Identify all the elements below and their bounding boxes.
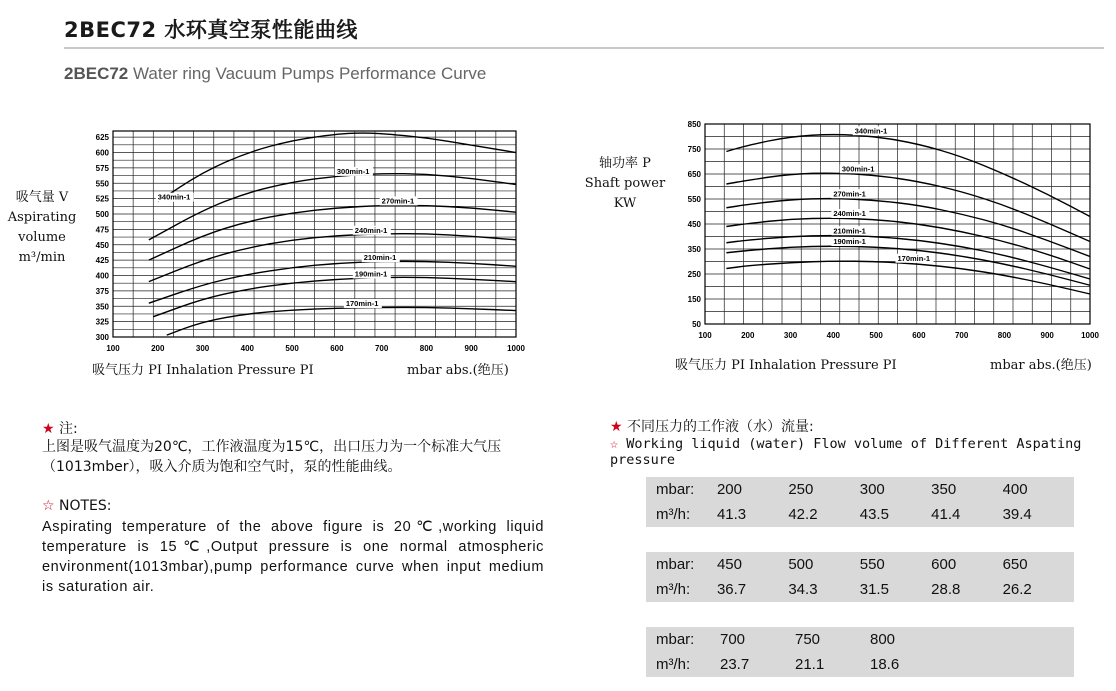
notes-en-heading [42,498,112,514]
series-line-300min-1 [726,173,1090,241]
power-x-caption: 吸气压力 PI Inhalation Pressure PI [675,358,897,373]
y-label-line: volume [18,230,66,245]
series-label: 190min-1 [833,237,866,246]
x-tick-label: 900 [464,344,478,353]
series-label: 170min-1 [897,253,931,263]
flow-value: 36.7 [716,581,747,598]
flow-row [646,577,1074,602]
pressure-value: 650 [1002,556,1028,573]
y-label-line: m³/min [18,250,66,265]
y-tick-label: 350 [687,245,701,254]
grid [705,124,1090,324]
pressure-value: 500 [788,556,814,573]
y-tick-label: 400 [95,271,109,281]
series-label: 210min-1 [833,226,866,236]
pressure-label: mbar: [656,631,695,648]
pressure-row [646,477,1074,502]
pressure-value: 700 [720,631,746,648]
pressure-label: mbar: [656,556,695,573]
notes-cn-heading [42,418,78,438]
flow-value: 26.2 [1002,581,1032,598]
flow-value: 23.7 [720,656,750,673]
volume-chart [96,131,526,353]
y-tick-label: 425 [95,256,109,266]
y-tick-label: 600 [95,148,109,158]
flow-value: 42.2 [788,506,818,523]
y-tick-label: 300 [95,333,109,342]
y-label-line: KW [613,196,637,211]
volume-axis-label [2,188,82,268]
flow-value: 28.8 [931,581,961,598]
pressure-value: 450 [716,556,742,573]
series-label: 170min-1 [345,298,379,308]
flow-label: m³/h: [656,506,691,523]
model-name: 2BEC72 [64,64,129,83]
series-label: 210min-1 [363,253,397,263]
y-tick-label: 550 [687,195,701,204]
flow-row [646,502,1074,527]
y-tick-label: 450 [95,240,109,250]
subtitle-text: Water ring Vacuum Pumps Performance Curve [128,64,487,83]
y-tick-label: 500 [95,210,109,220]
flow-table-block [646,477,1074,527]
x-tick-label: 200 [151,344,165,353]
x-tick-label: 700 [374,344,389,353]
power-axis-label [578,154,672,214]
pressure-value: 400 [1002,481,1028,498]
y-label-line: Shaft power [584,176,666,191]
y-tick-label: 375 [95,286,109,296]
y-tick-label: 650 [687,170,701,179]
x-tick-label: 300 [195,344,210,353]
star-outline-icon: ☆ [610,436,619,452]
x-tick-label: 700 [954,331,969,340]
pressure-value: 300 [859,481,885,498]
pressure-value: 200 [716,481,742,498]
y-label-line: 吸气量 V [15,190,69,205]
y-tick-label: 250 [687,270,701,279]
y-tick-label: 575 [95,163,109,173]
y-tick-label: 550 [95,179,109,189]
pressure-value: 800 [870,631,896,648]
y-tick-label: 850 [687,120,701,129]
grid [113,131,516,337]
flow-value: 21.1 [795,656,825,673]
star-outline-icon: ☆ [42,498,55,514]
series-label: 270min-1 [833,189,866,199]
x-tick-label: 100 [106,344,120,353]
y-tick-label: 475 [95,225,109,235]
flow-title-en: Working liquid (water) Flow volume of Different Aspating pressure [610,436,1082,468]
x-tick-label: 1000 [507,344,525,353]
pressure-value: 550 [859,556,885,573]
series-label: 270min-1 [381,196,415,206]
x-tick-label: 100 [698,331,712,340]
pressure-value: 750 [795,631,821,648]
page-title: 2BEC72 水环真空泵性能曲线 [64,18,358,42]
x-tick-label: 500 [285,344,299,353]
x-tick-label: 300 [783,331,798,340]
flow-value: 41.3 [716,506,747,523]
pressure-value: 600 [931,556,957,573]
flow-subheading [610,436,1116,468]
x-tick-label: 200 [741,331,755,340]
flow-label: m³/h: [656,581,691,598]
y-tick-label: 450 [687,220,701,229]
notes-en-body: Aspirating temperature of the above figure is 20℃,working liquid temperature is 15℃,Output pressure is one normal atmospheric environment(1013mbar),pump performance curve when input medium is saturation air. [42,519,544,595]
flow-value: 39.4 [1002,506,1032,523]
notes-en-title: NOTES: [59,498,112,514]
flow-value: 31.5 [859,581,889,598]
y-tick-label: 50 [692,320,701,329]
star-icon: ★ [42,421,55,437]
volume-x-caption: 吸气压力 PI Inhalation Pressure PI [92,363,314,378]
flow-value: 18.6 [870,656,900,673]
power-chart [688,120,1100,340]
series-label: 340min-1 [854,126,888,136]
series-label: 300min-1 [336,166,370,176]
series-line-240min-1 [149,234,516,282]
notes-cn-body: 上图是吸气温度为20℃，工作液温度为15℃，出口压力为一个标准大气压（1013mber），吸入介质为饱和空气时，泵的性能曲线。 [42,439,502,475]
pressure-row [646,552,1074,577]
x-tick-label: 400 [826,331,841,340]
power-x-unit: mbar abs.(绝压) [990,358,1092,373]
pressure-value: 350 [931,481,957,498]
x-tick-label: 600 [330,344,344,353]
star-icon: ★ [610,419,623,435]
flow-label: m³/h: [656,656,691,673]
x-tick-label: 900 [1040,331,1054,340]
flow-value: 34.3 [788,581,818,598]
y-label-line: Aspirating [7,210,77,225]
pressure-row [646,627,1074,652]
x-tick-label: 500 [869,331,883,340]
y-tick-label: 750 [687,145,701,154]
x-tick-label: 600 [912,331,926,340]
series-line-270min-1 [149,205,516,263]
y-label-line: 轴功率 P [599,156,651,171]
flow-table-block [646,552,1074,602]
x-tick-label: 400 [240,344,255,353]
flow-title-cn: 不同压力的工作液（水）流量: [627,419,814,435]
y-tick-label: 350 [95,302,109,312]
series-line-170min-1 [726,261,1090,294]
flow-table-block [646,627,1074,677]
pressure-label: mbar: [656,481,695,498]
y-tick-label: 625 [95,133,109,143]
series-label: 190min-1 [354,269,388,279]
notes-cn-title: 注: [59,421,78,437]
x-tick-label: 1000 [1081,331,1099,340]
x-tick-label: 800 [419,344,434,353]
pressure-value: 250 [788,481,814,498]
flow-heading [610,416,814,436]
series-label: 240min-1 [833,209,866,218]
series-label: 240min-1 [354,225,388,235]
y-tick-label: 325 [95,317,109,327]
y-tick-label: 525 [95,194,109,204]
flow-value: 43.5 [859,506,889,523]
volume-x-unit: mbar abs.(绝压) [407,363,509,378]
y-tick-label: 150 [687,295,701,304]
flow-row [646,652,1074,677]
x-tick-label: 800 [997,331,1012,340]
flow-value: 41.4 [931,506,961,523]
series-line-190min-1 [726,246,1090,285]
series-label: 340min-1 [157,192,191,202]
series-label: 300min-1 [841,164,875,174]
